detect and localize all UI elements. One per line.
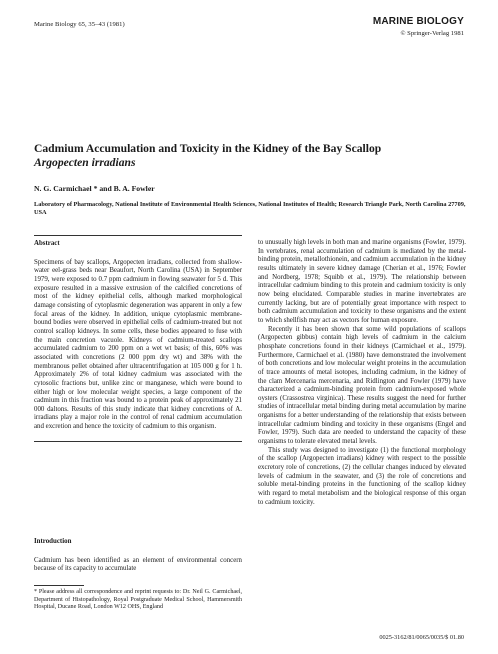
introduction-heading: Introduction (34, 538, 72, 545)
right-column-text (258, 239, 466, 507)
introduction-text: Cadmium has been identified as an element of environmental concern because of its capacity to accumulate (34, 556, 242, 573)
introduction-section (34, 538, 242, 574)
article-title (34, 142, 474, 169)
affiliation: Laboratory of Pharmacology, National Institute of Environmental Health Sciences, National Institutes of Health; Research Triangle Park, North Carolina 27709, USA (34, 201, 466, 217)
abstract-text: Specimens of bay scallops, Argopecten irradians, collected from shallow-water eel-grass beds near Beaufort, North Carolina (USA) in September 1979, were exposed to 0.7 ppm cadmium in flowing seawater for 5 d. This exposure resulted in a massive extrusion of the calcified concretions of most of the kidney epithelial cells, although marked morphological damage consisting of cytoplasmic degeneration was apparent in only a few focal areas of the kidney. In addition, unique cytoplasmic membrane-bound bodies were observed in epithelial cells of cadmium-treated but not control scallop kidneys. In some cells, these bodies appeared to fuse with the main concretion vacuole. Kidneys of cadmium-treated scallops accumulated cadmium to 200 ppm on a wet wt basis; of this, 60% was associated with concretions (2 000 ppm dry wt) and 38% with the membranous pellet obtained after ultracentrifugation at 105 000 g for 1 h. Approximately 2% of total kidney cadmium was associated with the cytosolic fractions but, unlike zinc or manganese, which were bound to either high or low molecular weight species, a large component of the cadmium in this fraction was bound to a protein peak of approximately 21 000 daltons. Results of this study indicate that kidney concretions of A. irradians play a major role in the control of renal cadmium accumulation and excretion and hence the toxicity of cadmium to this organism. (34, 258, 242, 431)
issn-code: 0025-3162/81/0065/0035/$ 01.80 (379, 634, 464, 641)
authors: N. G. Carmichael * and B. A. Fowler (34, 184, 155, 193)
paragraph-2: Recently it has been shown that some wild populations of scallops (Argopecten gibbus) contain high levels of cadmium in the calcium phosphate concretions found in their kidneys (Carmichael et al., 1979). Furthermore, Carmichael et al. (1980) have demonstrated the involvement of both concretions and low molecular weight proteins in the accumulation of trace amounts of metal isotopes, including cadmium, in the kidney of the clam Mercenaria mercenaria, and Ridlington and Fowler (1979) have characterized a cadmium-binding protein from cadmium-exposed whole oysters (Crassostrea virginica). These results suggest the need for further studies of intracellular metal binding during metal accumulation by marine organisms for a better understanding of the relationship that exists between intracellular cadmium binding and toxicity in these organisms (Engel and Fowler, 1979). Such data are needed to understand the capacity of these organisms to tolerate elevated metal levels. (258, 325, 466, 446)
paragraph-3: This study was designed to investigate (1) the functional morphology of the scallop (Argopecten irradians) kidney with respect to the possible excretory role of concretions, (2) the cellular changes induced by elevated levels of cadmium in the seawater, and (3) the role of concretions and soluble metal-binding proteins in the functioning of the scallop kidney with regard to metal metabolism and the biological response of this organ to cadmium toxicity. (258, 446, 466, 506)
footnote-rule (34, 585, 84, 586)
abstract-heading: Abstract (34, 240, 60, 247)
abstract-bottom-rule (34, 441, 242, 442)
abstract-top-rule (34, 235, 242, 236)
footnote: * Please address all correspondence and reprint requests to: Dr. Neil G. Carmichael, Department of Histopathology, Royal Postgraduate Medical School, Hammersmith Hospital, Ducane Road, London W12 OHS, England (34, 589, 242, 611)
journal-reference: Marine Biology 65, 35–43 (1981) (34, 21, 125, 28)
title-line-1: Cadmium Accumulation and Toxicity in the Kidney of the Bay Scallop (34, 142, 382, 155)
publisher-copyright: © Springer-Verlag 1981 (400, 30, 464, 37)
abstract-section (34, 235, 242, 442)
journal-name: MARINE BIOLOGY (372, 16, 464, 27)
paragraph-1: to unusually high levels in both man and marine organisms (Fowler, 1979). In vertebrates, renal accumulation of cadmium is mediated by the metal-binding protein, metallothionein, and cadmium accumulation in the kidney results ultimately in severe kidney damage (Cherian et al., 1976; Fowler and Nordberg, 1978; Squibb et al., 1979). The relationship between intracellular cadmium binding to this protein and cadmium toxicity is only now being elucidated. Comparable studies in marine invertebrates are currently lacking, but are of potentially great importance with respect to both cadmium accumulation and toxicity to these organisms and the extent to which shellfish may act as vectors for human exposure. (258, 239, 466, 324)
title-line-2: Argopecten irradians (34, 155, 136, 169)
